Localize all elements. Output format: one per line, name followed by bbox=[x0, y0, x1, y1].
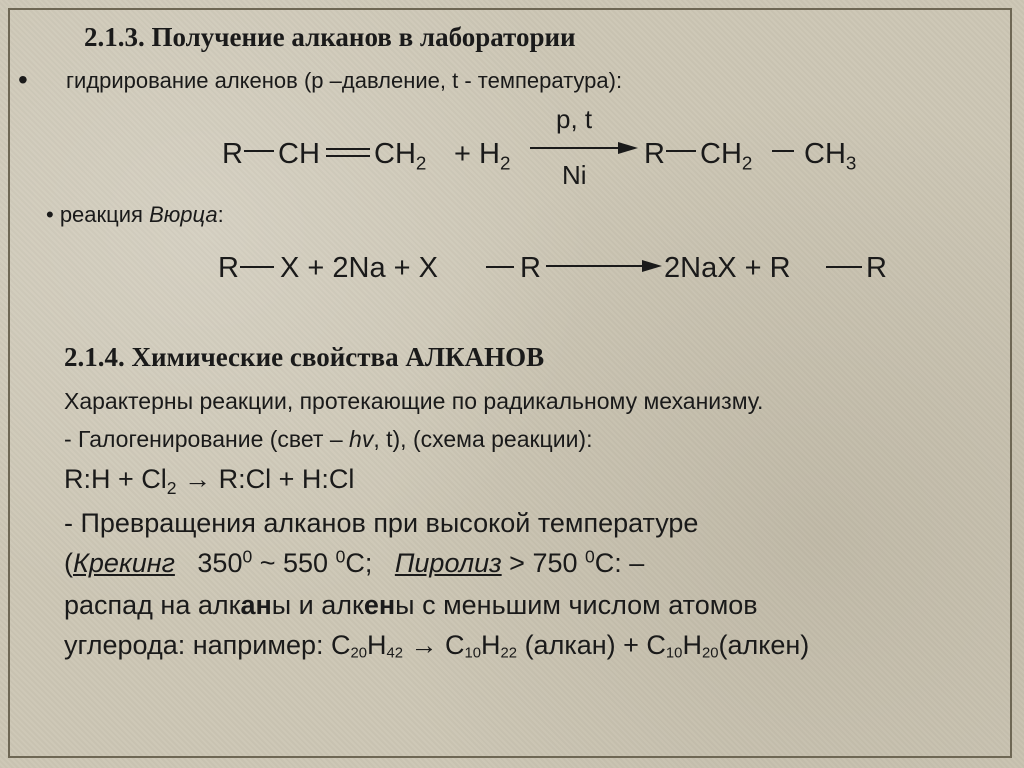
wurtz-label-text: • реакция bbox=[46, 202, 150, 227]
halogenation-text bbox=[64, 426, 592, 453]
bond-line bbox=[240, 266, 274, 268]
eq2-r2: R bbox=[520, 252, 541, 284]
bond-line bbox=[666, 150, 696, 152]
bond-line bbox=[826, 266, 862, 268]
eq1-ch2 bbox=[374, 138, 427, 174]
sub-10a: 10 bbox=[464, 645, 482, 662]
pyrolysis-c: С: – bbox=[594, 548, 645, 578]
double-bond-bottom bbox=[326, 155, 370, 157]
bullet: • bbox=[18, 64, 28, 95]
eq1-r2: R bbox=[644, 138, 665, 170]
eq1-ch3-text: CH bbox=[804, 138, 846, 170]
condition-pt: p, t bbox=[556, 104, 593, 134]
line5-c: ы с меньшим числом атомов bbox=[395, 590, 758, 620]
line5-a: распад на алк bbox=[64, 590, 241, 620]
pyrolysis-term: Пиролиз bbox=[394, 548, 502, 578]
halogenation-b: , t), (схема реакции): bbox=[373, 426, 593, 452]
eq1-ch: CH bbox=[278, 138, 320, 170]
high-temp-text: - Превращения алканов при высокой температуре bbox=[64, 508, 699, 538]
eq1-h2 bbox=[454, 138, 511, 174]
deg-sup: 0 bbox=[585, 546, 595, 567]
wurtz-colon: : bbox=[217, 202, 224, 227]
eq1-r1: R bbox=[222, 138, 243, 170]
wurtz-name: Вюрца bbox=[149, 202, 218, 227]
bond-line bbox=[772, 150, 794, 152]
deg-sup: 0 bbox=[335, 546, 346, 567]
h-letter: Н bbox=[682, 630, 702, 660]
eq3-sub: 2 bbox=[166, 478, 177, 499]
halogenation-hv: hv bbox=[349, 426, 374, 452]
section2-title: 2.1.4. Химические свойства АЛКАНОВ bbox=[64, 342, 545, 372]
catalyst-ni: Ni bbox=[562, 160, 587, 190]
halogenation-equation bbox=[64, 464, 355, 499]
reaction-arrow-2 bbox=[546, 258, 664, 274]
line5-en: ен bbox=[363, 590, 396, 620]
alkan-text: (алкан) + С bbox=[517, 630, 666, 660]
sub-20: 20 bbox=[350, 645, 367, 662]
decomposition-text bbox=[64, 590, 758, 621]
eq3-b: R:Cl + H:Cl bbox=[211, 464, 355, 494]
eq2-r3: R bbox=[866, 252, 887, 284]
eq2-product: 2NaX + R bbox=[664, 252, 791, 284]
eq1-ch2b-text: CH bbox=[700, 138, 742, 170]
double-bond-top bbox=[326, 148, 370, 150]
line6-a: углерода: например: С bbox=[64, 630, 351, 660]
cracking-term: Крекинг bbox=[73, 548, 175, 578]
eq3-a: R:H + Cl bbox=[64, 464, 167, 494]
paren: ( bbox=[64, 548, 73, 578]
eq1-ch3-sub: 3 bbox=[845, 152, 857, 174]
eq1-ch2b-sub: 2 bbox=[741, 152, 753, 174]
halogenation-a: - Галогенирование (свет – bbox=[64, 426, 350, 452]
eq2-r1: R bbox=[218, 252, 239, 284]
cracking-line bbox=[64, 548, 644, 579]
h-letter: Н bbox=[481, 630, 501, 660]
alken-text: (алкен) bbox=[718, 630, 810, 660]
bond-line bbox=[486, 266, 514, 268]
section1-title: 2.1.3. Получение алканов в лаборатории bbox=[84, 22, 576, 52]
arrow: → bbox=[410, 630, 438, 660]
cracking-t1: 350 bbox=[197, 548, 243, 578]
eq1-ch2-text: CH bbox=[374, 138, 416, 170]
sub-22: 22 bbox=[500, 645, 518, 662]
eq2-x-na-x: X + 2Na + X bbox=[280, 252, 438, 284]
deg-sup: 0 bbox=[242, 546, 253, 567]
cracking-c: С; bbox=[345, 548, 373, 578]
eq1-h2-sub: 2 bbox=[499, 152, 511, 174]
bond-line bbox=[244, 150, 274, 152]
radical-mechanism-text: Характерны реакции, протекающие по радикальному механизму. bbox=[64, 388, 764, 414]
sub-42: 42 bbox=[386, 645, 404, 662]
pyrolysis-t: > 750 bbox=[501, 548, 585, 578]
wurtz-label bbox=[46, 202, 224, 228]
eq1-h2-text: + H bbox=[454, 138, 500, 170]
line5-an: ан bbox=[240, 590, 272, 620]
eq1-ch2b bbox=[700, 138, 753, 174]
sub-10b: 10 bbox=[665, 645, 683, 662]
cracking-mid: ~ 550 bbox=[252, 548, 336, 578]
eq1-ch3 bbox=[804, 138, 857, 174]
line5-b: ы и алк bbox=[271, 590, 364, 620]
c10a: С bbox=[437, 630, 465, 660]
sub-20b: 20 bbox=[701, 645, 719, 662]
eq1-ch2-sub: 2 bbox=[415, 152, 427, 174]
eq3-arrow: → bbox=[184, 464, 212, 494]
h-letter: Н bbox=[367, 630, 387, 660]
hydrogenation-text: гидрирование алкенов (р –давление, t - температура): bbox=[66, 68, 623, 93]
reaction-arrow-1 bbox=[530, 140, 640, 156]
cracking-example bbox=[64, 630, 809, 661]
